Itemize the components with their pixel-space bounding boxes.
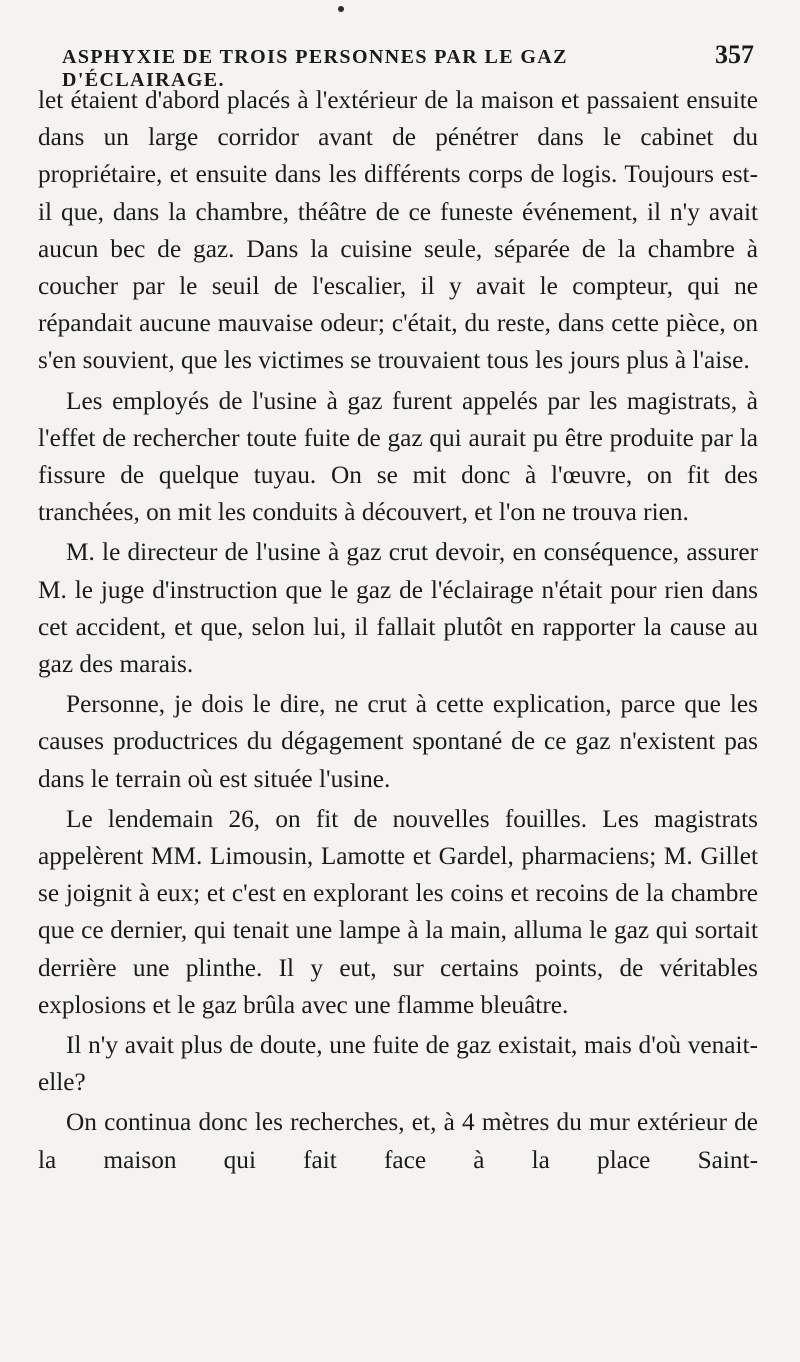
paragraph: Il n'y avait plus de doute, une fuite de gaz existait, mais d'où venait-elle?: [38, 1031, 758, 1097]
paragraph: Les employés de l'usine à gaz furent appelés par les magistrats, à l'effet de rechercher toute fuite de gaz qui aurait pu être produite par la fissure de quelque tuyau. On se mit donc à l'œuvre, on fit des tranchées, on mit les conduits à découvert, et l'on ne trouva rien.: [38, 386, 758, 527]
paragraph-continues-next-page: On continua donc les recherches, et, à 4 mètres du mur extérieur de la maison qui fait face à la place Saint-: [38, 1108, 758, 1174]
printer-mark: [338, 6, 344, 12]
running-title: ASPHYXIE DE TROIS PERSONNES PAR LE GAZ D'ÉCLAIRAGE.: [62, 46, 568, 91]
paragraph: Personne, je dois le dire, ne crut à cette explication, parce que les causes productrices du dégagement spontané de ce gaz n'existent pas dans le terrain où est située l'usine.: [38, 690, 758, 793]
page-number: 357: [715, 40, 754, 69]
paragraph-continuation: let étaient d'abord placés à l'extérieur de la maison et passaient ensuite dans un large corridor avant de pénétrer dans le cabinet du propriétaire, et ensuite dans les différents corps de logis. Toujours est-il que, dans la chambre, théâtre de ce funeste événement, il n'y avait aucun bec de gaz. Dans la cuisine seule, séparée de la chambre à coucher par le seuil de l'escalier, il y avait le compteur, qui ne répandait aucune mauvaise odeur; c'était, du reste, dans cette pièce, on s'en souvient, que les victimes se trouvaient tous les jours plus à l'aise.: [38, 86, 758, 375]
body-text: [38, 82, 758, 1182]
page-header: [62, 40, 754, 91]
paragraph: Le lendemain 26, on fit de nouvelles fouilles. Les magistrats appelèrent MM. Limousin, Lamotte et Gardel, pharmaciens; M. Gillet se joignit à eux; et c'est en explorant les coins et recoins de la chambre que ce dernier, qui tenait une lampe à la main, alluma le gaz qui sortait derrière une plinthe. Il y eut, sur certains points, de véritables explosions et le gaz brûla avec une flamme bleuâtre.: [38, 804, 758, 1019]
paragraph: M. le directeur de l'usine à gaz crut devoir, en conséquence, assurer M. le juge d'instruction que le gaz de l'éclairage n'était pour rien dans cet accident, et que, selon lui, il fallait plutôt en rapporter la cause au gaz des marais.: [38, 538, 758, 679]
